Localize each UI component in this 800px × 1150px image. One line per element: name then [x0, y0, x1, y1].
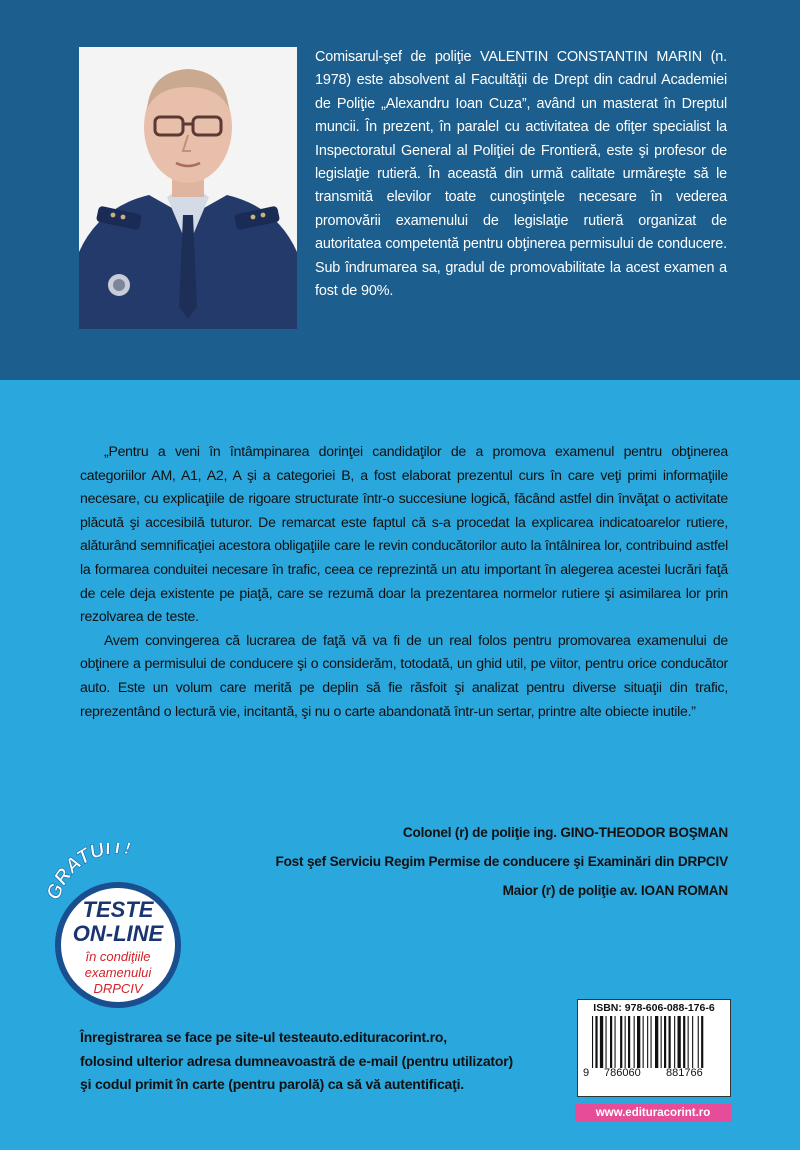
review-text	[80, 440, 728, 723]
barcode-bar	[701, 1016, 703, 1068]
registration-line: Înregistrarea se face pe site-ul testeauto.edituracorint.ro,	[80, 1029, 447, 1045]
barcode-bar	[620, 1016, 622, 1068]
author-bio: Comisarul-şef de poliţie VALENTIN CONSTANTIN MARIN (n. 1978) este absolvent al Facultăţii de Drept din cadrul Academiei de Poliţie „Alexandru Ioan Cuza”, având un masterat în Dreptul muncii. În prezent, în paralel cu activitatea de ofiţer specialist la Inspectoratul General al Poliţiei de Frontieră, este şi profesor de legislaţie rutieră. În această din urmă calitate urmăreşte să le transmită elevilor toate cunoştinţele necesare în vederea promovării examenului de legislaţie rutieră organizat de autoritatea competentă pentru obţinerea permisului de conducere. Sub îndrumarea sa, gradul de promovabilitate la acest examen a fost de 90%.	[315, 49, 727, 300]
badge-line: TESTE	[82, 897, 154, 922]
barcode-digit: 9	[583, 1067, 590, 1079]
badge-line: examenului	[84, 965, 152, 980]
badge-line: ON-LINE	[72, 921, 164, 946]
signature-line: Colonel (r) de poliţie ing. GINO-THEODOR BOŞMAN	[402, 825, 728, 840]
barcode-bar	[643, 1016, 644, 1068]
barcode-digit-group: 881766	[666, 1067, 703, 1079]
barcode-digit-group: 786060	[604, 1067, 641, 1079]
barcode-bar	[606, 1016, 607, 1068]
barcode-bars	[578, 1000, 730, 1080]
barcode-bar	[674, 1016, 675, 1068]
barcode-bar	[625, 1016, 626, 1068]
barcode-bar	[655, 1016, 658, 1068]
barcode-bar	[592, 1016, 593, 1068]
barcode-bar	[669, 1016, 671, 1068]
barcode-bar	[610, 1016, 612, 1068]
review-paragraph: „Pentru a veni în întâmpinarea dorinţei candidaţilor de a promova examenul pentru obţinerea categoriilor AM, A1, A2, A şi a categoriei B, a fost elaborat prezentul curs în care veţi primi informaţiile necesare, cu explicaţiile de rigoare structurate într-o succesiune logică, făcând astfel din învăţat o activitate plăcută şi accesibilă tuturor. De remarcat este faptul că s-a procedat la explicarea indicatoarelor rutiere, alăturând semnificaţiei acestora obligaţiile care le revin conducătorilor auto la întâlnirea lor, contribuind astfel la formarea conduitei necesare în trafic, ceea ce reprezintă un atu important în alegerea acestei lucrări faţă de cele deja existente pe piaţă, care se rezumă doar la prezentarea normelor rutiere şi asimilarea lor prin rezolvarea de teste.	[80, 443, 728, 625]
free-tests-badge	[40, 843, 190, 1013]
barcode-bar	[678, 1016, 681, 1068]
review-paragraph: Avem convingerea că lucrarea de faţă vă va fi de un real folos pentru promovarea examenului de obţinere a permisului de conducere şi o considerăm, totodată, un ghid util, pe viitor, pentru orice conducător auto. Este un volum care merită pe deplin să fie răsfoit şi analizat pentru diverse situaţii din trafic, reprezentând o lectură vie, incitantă, şi nu o carte abandonată într-un sertar, printre alte obiecte inutile.”	[80, 631, 728, 719]
barcode-bar	[698, 1016, 699, 1068]
publisher-url: www.edituracorint.ro	[575, 1104, 731, 1122]
barcode-bar	[637, 1016, 640, 1068]
barcode-bar	[692, 1016, 693, 1068]
barcode-bar	[600, 1016, 603, 1068]
barcode-bar	[651, 1016, 652, 1068]
barcode-bar	[661, 1016, 662, 1068]
signature-line: Fost şef Serviciu Regim Permise de conducere şi Examinări din DRPCIV	[275, 854, 728, 869]
badge-top-text: GRATUIT!	[42, 843, 133, 903]
barcode-bar	[688, 1016, 689, 1068]
barcode-bar	[634, 1016, 635, 1068]
barcode-bar	[647, 1016, 648, 1068]
registration-line: folosind ulterior adresa dumneavoastră de e-mail (pentru utilizator)	[80, 1052, 513, 1069]
barcode-bar	[595, 1016, 597, 1068]
badge-line: în condiţiile	[85, 949, 151, 964]
barcode-bar	[683, 1016, 685, 1068]
barcode-bar	[628, 1016, 630, 1068]
registration-line: şi codul primit în carte (pentru parolă) ca să vă autentificaţi.	[80, 1076, 464, 1092]
author-photo	[79, 47, 297, 329]
registration-info	[80, 1026, 580, 1097]
barcode-bar	[615, 1016, 616, 1068]
signature-line: Maior (r) de poliţie av. IOAN ROMAN	[502, 883, 728, 898]
barcode-bar	[664, 1016, 666, 1068]
isbn-barcode	[577, 999, 731, 1097]
isbn-label: ISBN: 978-606-088-176-6	[593, 1002, 715, 1014]
badge-line: DRPCIV	[93, 981, 143, 996]
